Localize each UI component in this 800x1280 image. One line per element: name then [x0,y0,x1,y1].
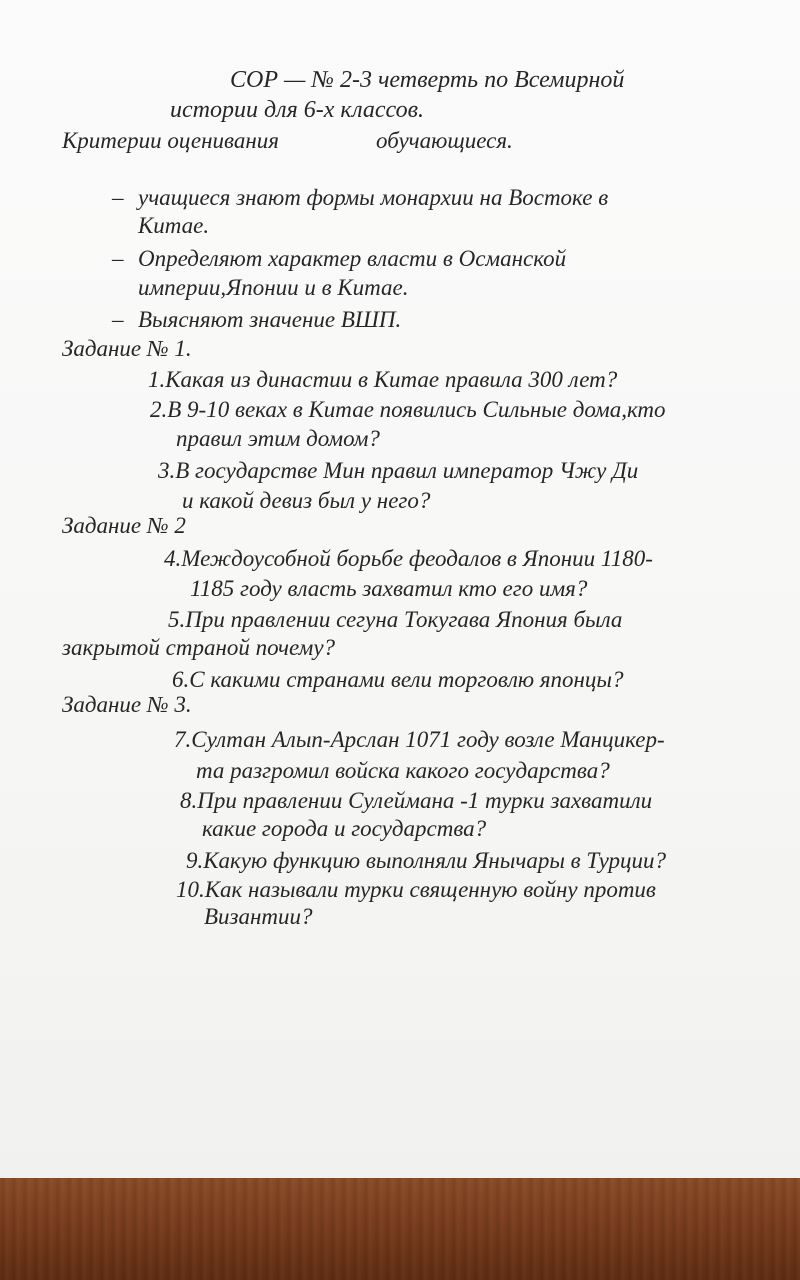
criteria-text-1-line-1: учащиеся знают формы монархии на Востоке в [138,185,609,210]
criteria-bullet-3: – [112,307,124,332]
document-title-line-1: СОР — № 2-3 четверть по Всемирной [230,67,625,93]
criteria-label: Критерии оценивания [62,128,279,153]
task-2-question-5-line-1: 5.При правлении сегуна Токугава Япония была [168,607,623,632]
task-1-question-1: 1.Какая из династии в Китае правила 300 лет? [148,367,618,392]
task-2-question-6: 6.С какими странами вели торговлю японцы? [172,667,624,692]
criteria-text-1-line-2: Китае. [138,213,210,238]
task-2-heading: Задание № 2 [62,513,186,538]
document-title-line-2: истории для 6-х классов. [170,97,424,123]
task-2-question-5-line-2: закрытой страной почему? [62,635,336,660]
task-2-question-4-line-1: 4.Междоусобной борьбе феодалов в Японии 1180- [164,546,653,571]
task-2-question-4-line-2: 1185 году власть захватил кто его имя? [190,576,588,601]
criteria-bullet-2: – [112,246,124,271]
task-3-question-9: 9.Какую функцию выполняли Янычары в Турции? [186,848,667,873]
task-1-question-3-line-2: и какой девиз был у него? [182,488,431,513]
task-1-question-2-line-2: правил этим домом? [176,426,380,451]
task-1-heading: Задание № 1. [62,336,192,361]
task-3-question-10-line-1: 10.Как называли турки священную войну против [176,877,656,902]
wood-grain-texture [0,1178,800,1280]
task-3-question-7-line-1: 7.Султан Алып-Арслан 1071 году возле Манцикер- [174,727,665,752]
criteria-text-3-line-1: Выясняют значение ВШП. [138,307,402,332]
task-3-question-7-line-2: та разгромил войска какого государства? [196,758,610,783]
criteria-text-2-line-2: империи,Японии и в Китае. [138,275,409,300]
task-1-question-3-line-1: 3.В государстве Мин правил император Чжу Ди [158,458,639,483]
criteria-bullet-1: – [112,185,124,210]
task-1-question-2-line-1: 2.В 9-10 веках в Китае появились Сильные дома,кто [150,397,666,422]
task-3-heading: Задание № 3. [62,692,192,717]
task-3-question-8-line-1: 8.При правлении Сулеймана -1 турки захватили [180,788,653,813]
criteria-text-2-line-1: Определяют характер власти в Османской [138,246,567,271]
task-3-question-10-line-2: Византии? [204,904,313,929]
task-3-question-8-line-2: какие города и государства? [202,816,487,841]
criteria-target: обучающиеся. [376,128,513,153]
